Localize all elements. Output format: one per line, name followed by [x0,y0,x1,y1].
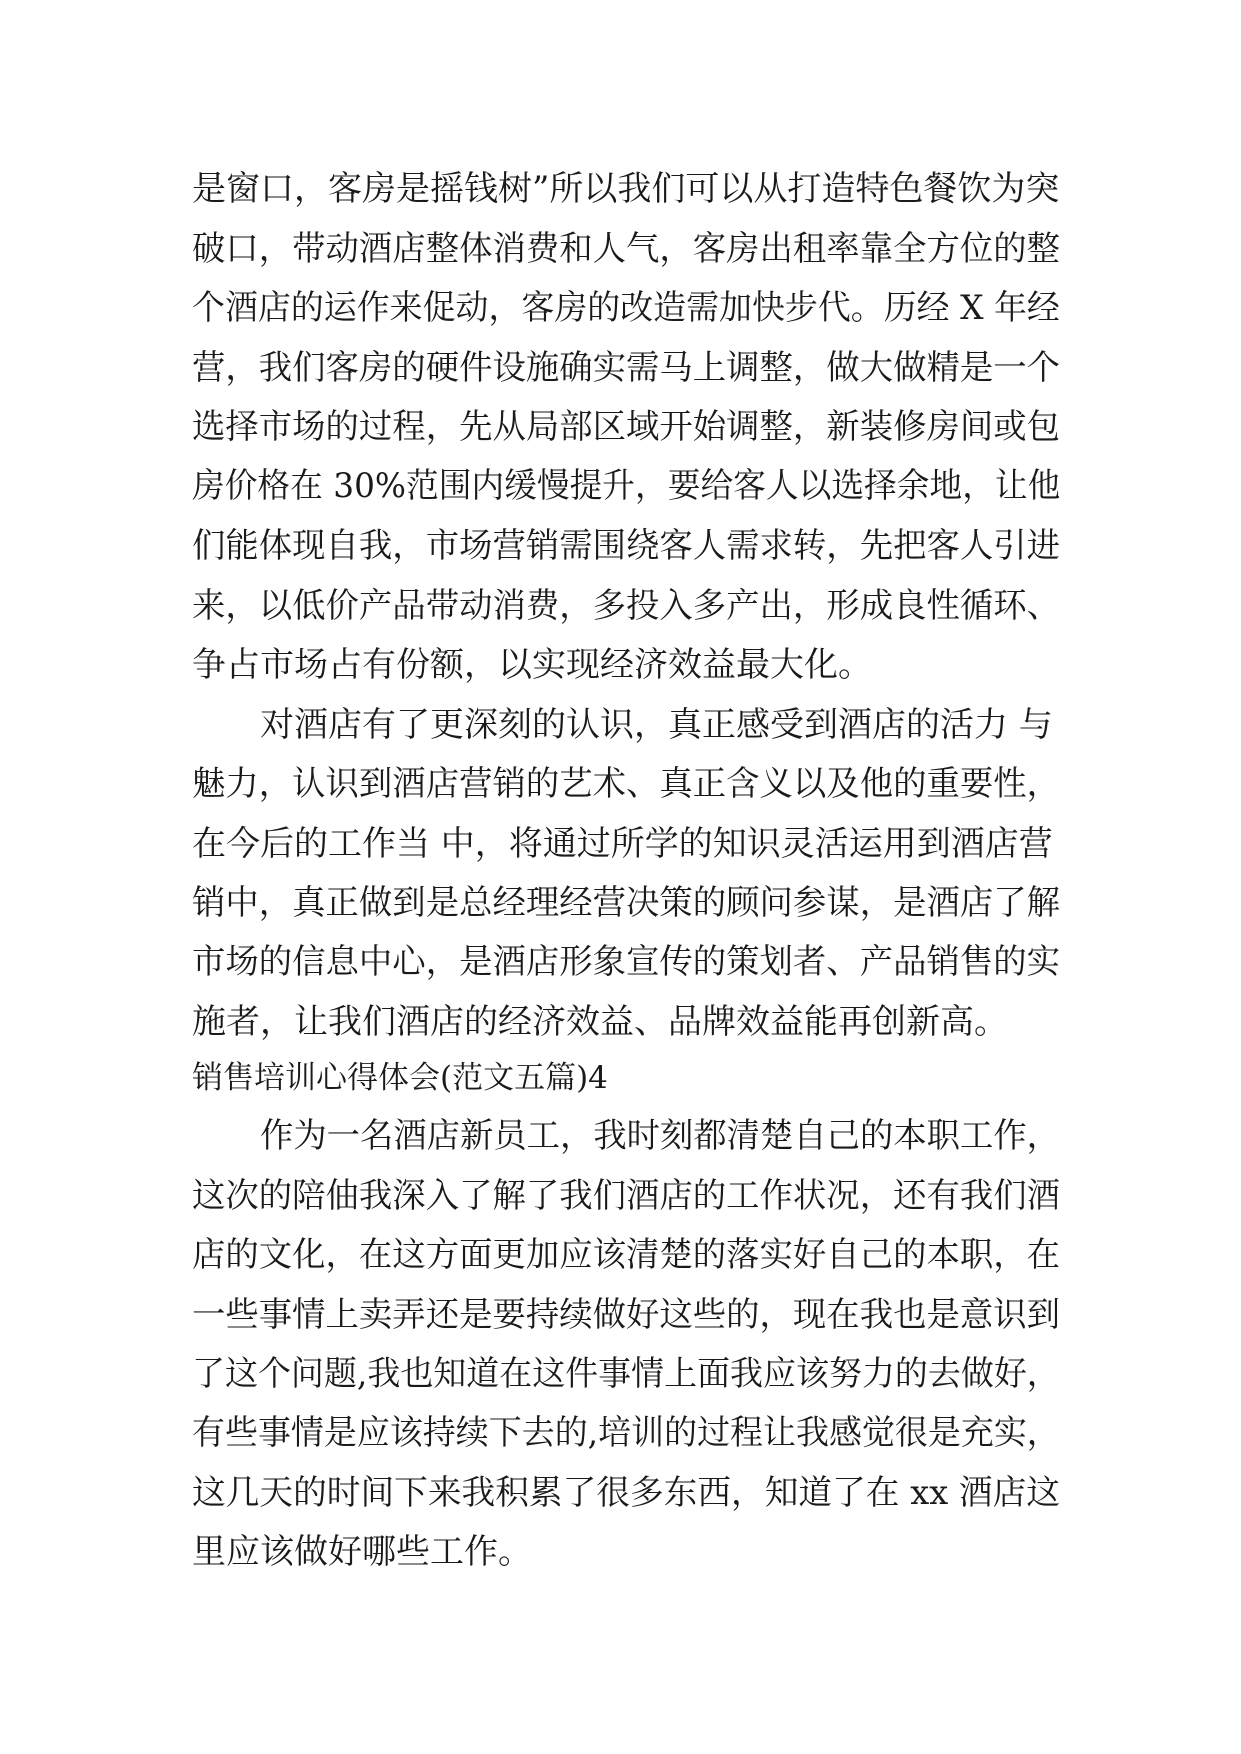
text-line: 争占市场占有份额，以实现经济效益最大化。 [192,645,872,685]
text-line: 销中，真正做到是总经理经营决策的顾问参谋，是酒店了解 [192,883,1060,923]
text-line: 选择市场的过程，先从局部区域开始调整，新装修房间或包 [192,407,1060,447]
text-line: 对酒店有了更深刻的认识，真正感受到酒店的活力 与 [260,705,1053,745]
text-line: 是窗口，客房是摇钱树”所以我们可以从打造特色餐饮为突 [192,169,1060,209]
text-line: 破口，带动酒店整体消费和人气，客房出租率靠全方位的整 [192,229,1060,269]
text-line: 了这个问题,我也知道在这件事情上面我应该努力的去做好， [192,1354,1060,1394]
text-line: 作为一名酒店新员工，我时刻都清楚自己的本职工作， [260,1116,1061,1156]
text-line: 里应该做好哪些工作。 [192,1532,532,1572]
text-line: 店的文化，在这方面更加应该清楚的落实好自己的本职，在 [192,1235,1060,1275]
text-line: 有些事情是应该持续下去的,培训的过程让我感觉很是充实， [192,1413,1060,1453]
text-line: 房价格在 30%范围内缓慢提升，要给客人以选择余地，让他 [192,466,1061,506]
text-line: 这次的陪伷我深入了解了我们酒店的工作状况，还有我们酒 [192,1176,1060,1216]
text-line: 们能体现自我，市场营销需围绕客人需求转，先把客人引进 [192,526,1060,566]
text-line: 来，以低价产品带动消费，多投入多产出，形成良性循环、 [192,586,1060,626]
text-line: 一些事情上卖弄还是要持续做好这些的，现在我也是意识到 [192,1295,1060,1335]
text-line: 营，我们客房的硬件设施确实需马上调整，做大做精是一个 [192,348,1060,388]
text-line: 魅力，认识到酒店营销的艺术、真正含义以及他的重要性， [192,764,1060,804]
text-line: 个酒店的运作来促动，客房的改造需加快步代。历经 X 年经 [192,288,1060,328]
section-heading: 销售培训心得体会(范文五篇)4 [192,1060,608,1096]
text-line: 这几天的时间下来我积累了很多东西，知道了在 xx 酒店这 [192,1473,1060,1513]
text-line: 施者，让我们酒店的经济效益、品牌效益能再创新高。 [192,1002,1008,1042]
text-line: 市场的信息中心，是酒店形象宣传的策划者、产品销售的实 [192,942,1060,982]
text-line: 在今后的工作当 中，将通过所学的知识灵活运用到酒店营 [192,824,1053,864]
